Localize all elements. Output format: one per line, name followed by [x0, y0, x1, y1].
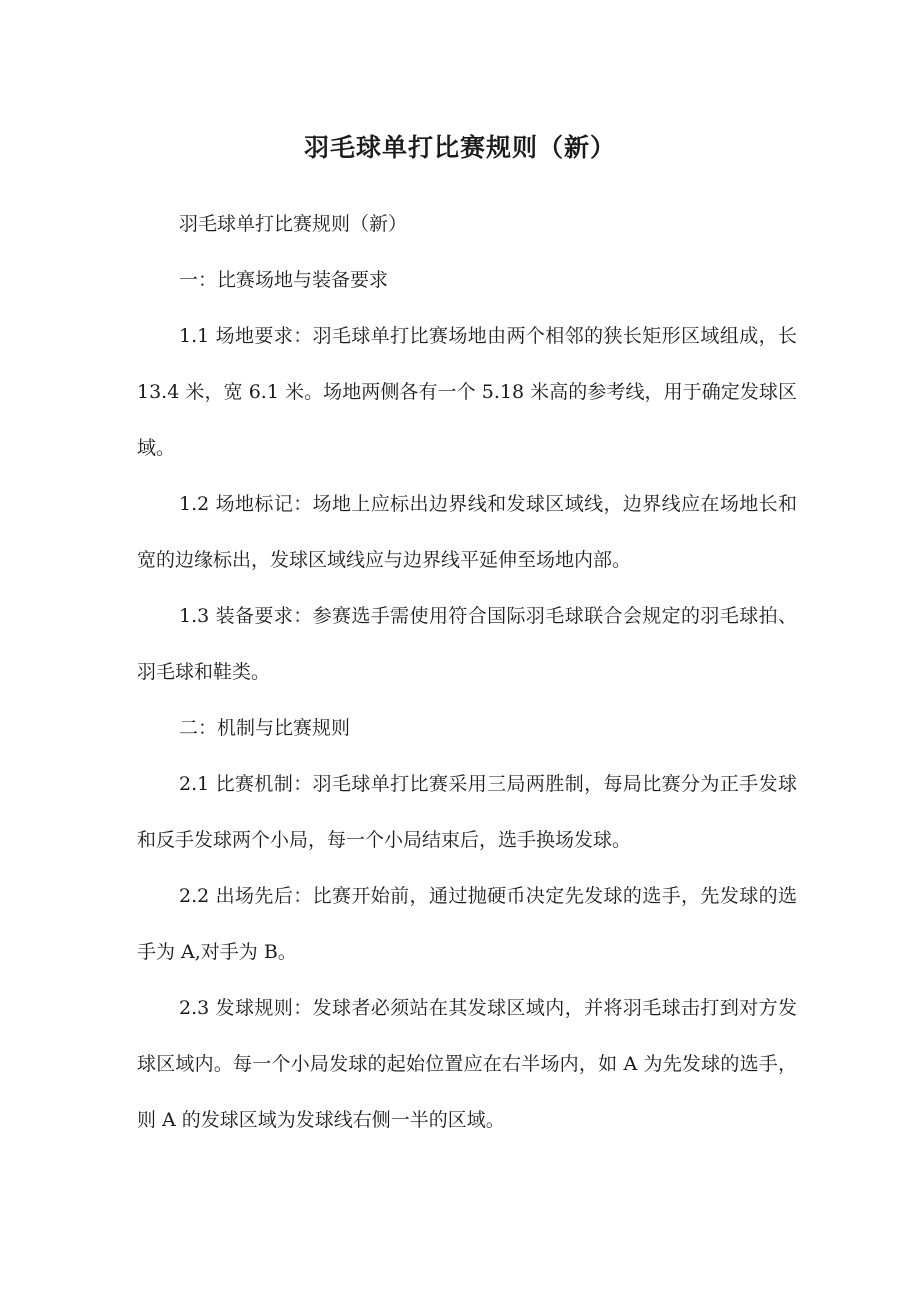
section-heading-1: 一：比赛场地与装备要求 [179, 269, 389, 291]
paragraph-1-1: 1.1 场地要求：羽毛球单打比赛场地由两个相邻的狭长矩形区域组成，长 13.4 米，宽 6.1 米。场地两侧各有一个 5.18 米高的参考线，用于确定发球区域。 [137, 325, 797, 459]
section-heading-2: 二：机制与比赛规则 [179, 717, 351, 739]
paragraph-2-3: 2.3 发球规则：发球者必须站在其发球区域内，并将羽毛球击打到对方发球区域内。每一个小局发球的起始位置应在右半场内，如 A 为先发球的选手，则 A 的发球区域为发球线右侧一半的区域。 [137, 997, 797, 1131]
subtitle-paragraph: 羽毛球单打比赛规则（新） [179, 213, 408, 235]
paragraph-2-1: 2.1 比赛机制：羽毛球单打比赛采用三局两胜制，每局比赛分为正手发球和反手发球两个小局，每一个小局结束后，选手换场发球。 [137, 773, 797, 851]
paragraph-1-2: 1.2 场地标记：场地上应标出边界线和发球区域线，边界线应在场地长和宽的边缘标出，发球区域线应与边界线平延伸至场地内部。 [137, 493, 797, 571]
document-title: 羽毛球单打比赛规则（新） [303, 133, 616, 162]
paragraph-1-3: 1.3 装备要求：参赛选手需使用符合国际羽毛球联合会规定的羽毛球拍、羽毛球和鞋类。 [137, 605, 797, 683]
paragraph-2-2: 2.2 出场先后：比赛开始前，通过抛硬币决定先发球的选手，先发球的选手为 A,对手为 B。 [137, 885, 797, 963]
document-body [137, 196, 797, 1148]
